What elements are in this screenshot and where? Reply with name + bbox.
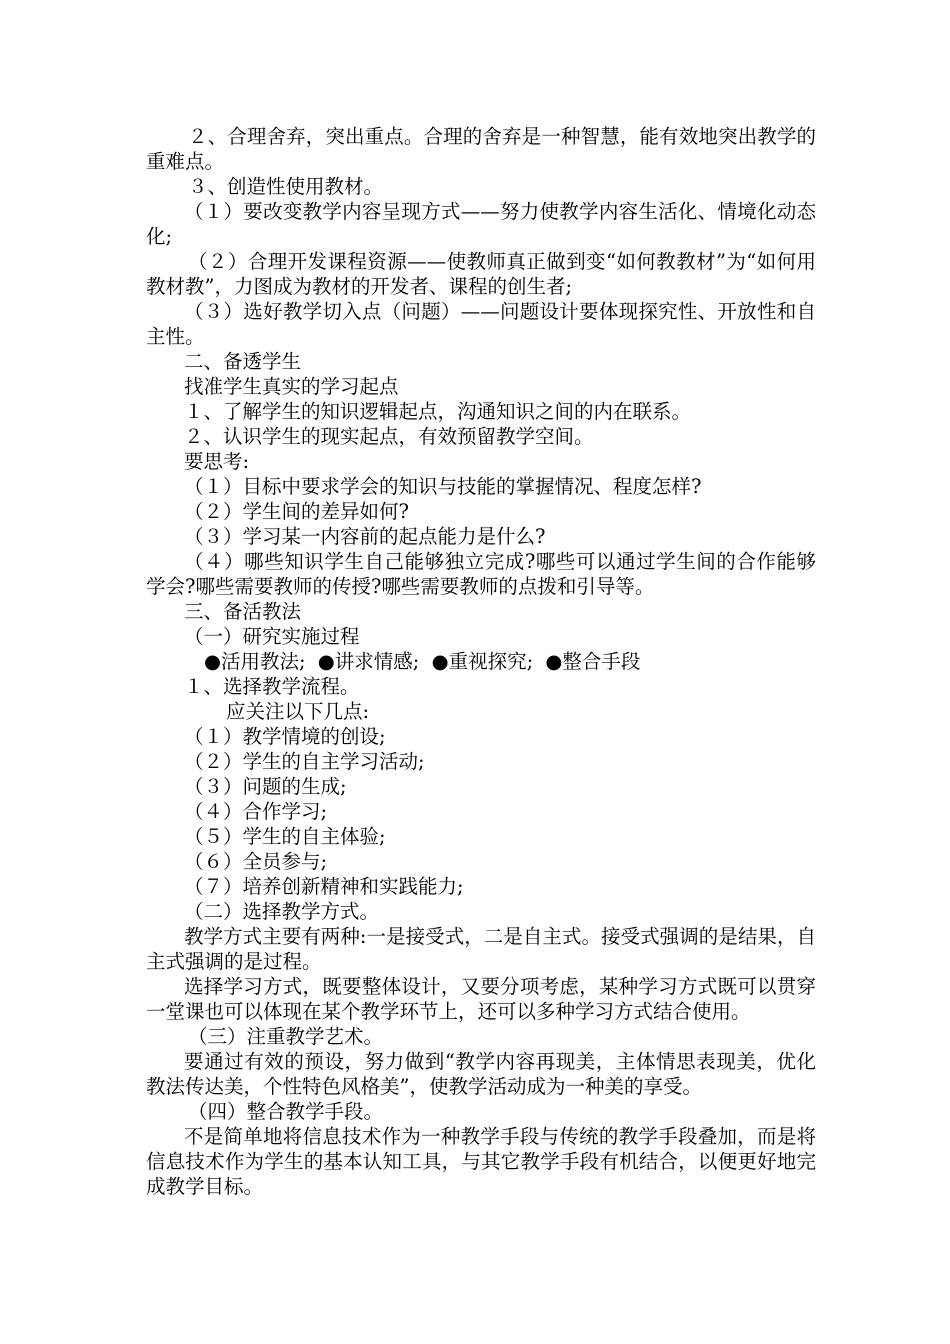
list-item: （１）目标中要求学会的知识与技能的掌握情况、程度怎样? <box>184 475 702 498</box>
paragraph: 教学方式主要有两种:一是接受式，二是自主式。接受式强调的是结果，自主式强调的是过程。 <box>146 925 816 973</box>
subsection-heading: （四）整合教学手段。 <box>188 1100 384 1123</box>
bullet-item: ●讲求情感; <box>317 650 420 673</box>
section-heading: 三、备活教法 <box>184 600 302 623</box>
document-body <box>146 124 816 1199</box>
paragraph: 要通过有效的预设，努力做到“教学内容再现美，主体情思表现美，优化教法传达美，个性特色风格美”，使教学活动成为一种美的享受。 <box>146 1050 816 1098</box>
subsection-heading: （三）注重教学艺术。 <box>188 1025 384 1048</box>
paragraph: （３）选好教学切入点（问题）——问题设计要体现探究性、开放性和自主性。 <box>146 300 816 348</box>
paragraph: 选择学习方式，既要整体设计，又要分项考虑，某种学习方式既可以贯穿一堂课也可以体现在某个教学环节上，还可以多种学习方式结合使用。 <box>146 975 816 1023</box>
list-item: （６）全员参与; <box>184 850 328 873</box>
list-item: （７）培养创新精神和实践能力; <box>184 875 464 898</box>
paragraph: １、了解学生的知识逻辑起点，沟通知识之间的内在联系。 <box>184 400 692 423</box>
bullet-line <box>146 649 816 674</box>
list-item: （４）合作学习; <box>184 800 328 823</box>
bullet-item: ●活用教法; <box>204 650 306 673</box>
paragraph: （２）合理开发课程资源——使教师真正做到变“如何教教材”为“如何用教材教”，力图成为教材的开发者、课程的创生者; <box>146 250 816 298</box>
paragraph: ２、认识学生的现实起点，有效预留教学空间。 <box>184 425 594 448</box>
subsection-heading: （一）研究实施过程 <box>184 625 360 648</box>
paragraph: 应关注以下几点: <box>226 700 370 723</box>
paragraph: ２、合理舍弃，突出重点。合理的舍弃是一种智慧，能有效地突出教学的重难点。 <box>146 125 816 173</box>
subsection-heading: （二）选择教学方式。 <box>184 900 380 923</box>
paragraph: 找准学生真实的学习起点 <box>184 375 399 398</box>
list-item: （３）学习某一内容前的起点能力是什么? <box>184 525 546 548</box>
paragraph: （１）要改变教学内容呈现方式——努力使教学内容生活化、情境化动态化; <box>146 200 816 248</box>
paragraph: 要思考: <box>184 450 250 473</box>
paragraph: １、选择教学流程。 <box>184 675 360 698</box>
paragraph: 不是简单地将信息技术作为一种教学手段与传统的教学手段叠加，而是将信息技术作为学生的基本认知工具，与其它教学手段有机结合，以便更好地完成教学目标。 <box>146 1125 816 1198</box>
list-item: （４）哪些知识学生自己能够独立完成?哪些可以通过学生间的合作能够学会?哪些需要教师的传授?哪些需要教师的点拨和引导等。 <box>146 550 816 598</box>
paragraph: ３、创造性使用教材。 <box>188 175 384 198</box>
list-item: （５）学生的自主体验; <box>184 825 386 848</box>
list-item: （２）学生间的差异如何? <box>184 500 409 523</box>
list-item: （１）教学情境的创设; <box>184 725 386 748</box>
bullet-item: ●重视探究; <box>431 650 534 673</box>
bullet-item: ●整合手段 <box>545 650 641 673</box>
section-heading: 二、备透学生 <box>184 350 302 373</box>
list-item: （２）学生的自主学习活动; <box>184 750 425 773</box>
list-item: （３）问题的生成; <box>184 775 347 798</box>
